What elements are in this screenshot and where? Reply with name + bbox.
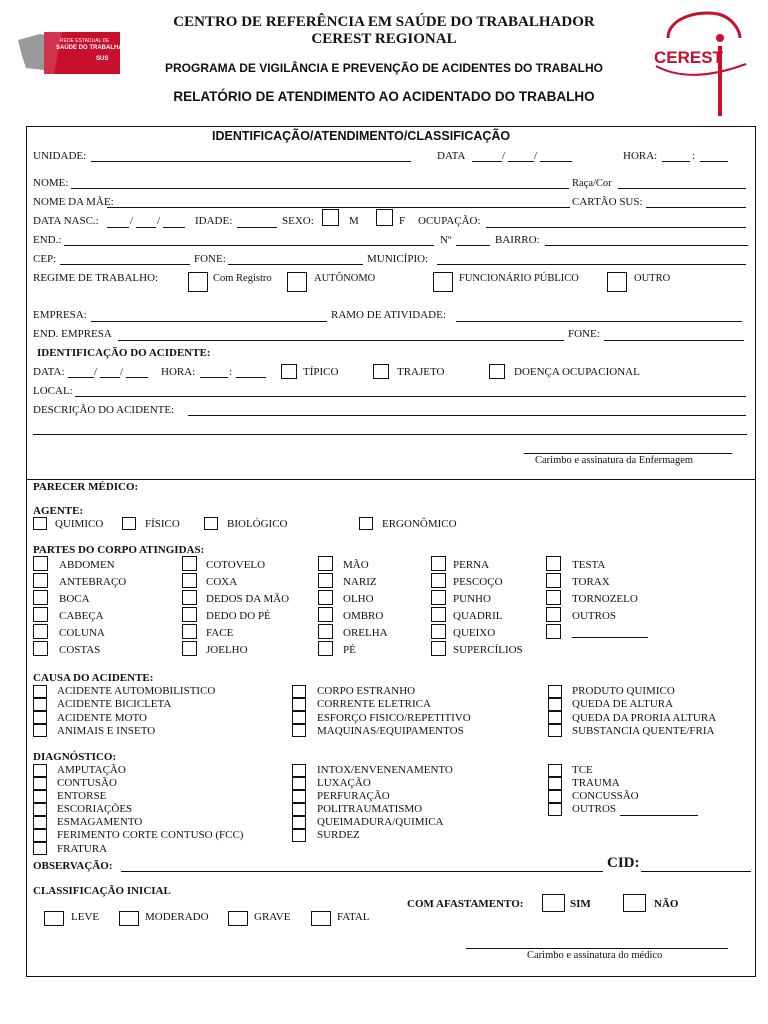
parte-coxa-checkbox[interactable] — [182, 573, 197, 588]
fone-label: FONE: — [194, 253, 226, 265]
causa-automobilistico-checkbox[interactable] — [33, 685, 47, 698]
acidente-title: IDENTIFICAÇÃO DO ACIDENTE: — [37, 347, 211, 359]
causa-maquinas-checkbox[interactable] — [292, 724, 306, 737]
diag-queimadura-label: QUEIMADURA/QUIMICA — [317, 816, 444, 828]
causa-automobilistico-label: ACIDENTE AUTOMOBILISTICO — [57, 685, 216, 697]
causa-corpo-estranho-checkbox[interactable] — [292, 685, 306, 698]
classif-fatal-label: FATAL — [337, 911, 370, 923]
fone-field[interactable] — [228, 264, 363, 265]
acid-sep1: / — [94, 366, 98, 378]
descricao-field[interactable] — [188, 415, 746, 416]
acid-data-label: DATA: — [33, 366, 65, 378]
data-sep2: / — [534, 150, 538, 162]
causa-animais-label: ANIMAIS E INSETO — [57, 725, 156, 737]
header-line1: CENTRO DE REFERÊNCIA EM SAÚDE DO TRABALHADOR — [173, 14, 595, 30]
diag-luxacao-checkbox[interactable] — [292, 777, 306, 790]
diag-politrauma-checkbox[interactable] — [292, 803, 306, 816]
parte-dedo-pe-label: DEDO DO PÉ — [206, 610, 271, 622]
diag-concussao-label: CONCUSSÃO — [572, 790, 639, 802]
agente-fisico-checkbox[interactable] — [122, 517, 136, 530]
hora-h-field[interactable] — [662, 161, 690, 162]
causa-queda-propria-checkbox[interactable] — [548, 711, 562, 724]
nome-mae-field[interactable] — [107, 207, 570, 208]
parte-nariz-checkbox[interactable] — [318, 573, 333, 588]
nasc-day-field[interactable] — [107, 227, 129, 228]
causa-title: CAUSA DO ACIDENTE: — [33, 672, 154, 684]
municipio-field[interactable] — [437, 264, 746, 265]
data-year-field[interactable] — [540, 161, 572, 162]
parte-tornozelo-label: TORNOZELO — [572, 593, 638, 605]
regime-com-registro-checkbox[interactable] — [188, 272, 208, 292]
parte-boca-checkbox[interactable] — [33, 590, 48, 605]
parte-supercilios-checkbox[interactable] — [431, 641, 446, 656]
causa-corrente-checkbox[interactable] — [292, 698, 306, 711]
parte-olho-checkbox[interactable] — [318, 590, 333, 605]
diag-perfuracao-checkbox[interactable] — [292, 790, 306, 803]
agente-biologico-checkbox[interactable] — [204, 517, 218, 530]
descricao-label: DESCRIÇÃO DO ACIDENTE: — [33, 404, 175, 416]
hora-m-field[interactable] — [700, 161, 728, 162]
diag-escoriacoes-label: ESCORIAÇÕES — [57, 803, 133, 815]
diag-politrauma-label: POLITRAUMATISMO — [317, 803, 423, 815]
diag-trauma-label: TRAUMA — [572, 777, 620, 789]
parte-boca-label: BOCA — [59, 593, 90, 605]
trajeto-label: TRAJETO — [397, 366, 445, 378]
partes-title: PARTES DO CORPO ATINGIDAS: — [33, 544, 205, 556]
data-label: DATA — [437, 150, 466, 162]
diag-outros-field[interactable] — [620, 815, 698, 816]
logo-left-text3: SUS — [96, 56, 109, 62]
diag-esmagamento-checkbox[interactable] — [33, 816, 47, 829]
diag-intox-label: INTOX/ENVENENAMENTO — [317, 764, 453, 776]
diag-outros-checkbox[interactable] — [548, 803, 562, 816]
data-month-field[interactable] — [508, 161, 534, 162]
parte-tornozelo-checkbox[interactable] — [546, 590, 561, 605]
end-empresa-field[interactable] — [118, 340, 564, 341]
cartao-sus-label: CARTÃO SUS: — [572, 196, 643, 208]
nasc-year-field[interactable] — [163, 227, 185, 228]
parte-cabeca-checkbox[interactable] — [33, 607, 48, 622]
parte-quadril-label: QUADRIL — [453, 610, 503, 622]
parte-pe-checkbox[interactable] — [318, 641, 333, 656]
nasc-month-field[interactable] — [136, 227, 156, 228]
causa-animais-checkbox[interactable] — [33, 724, 47, 737]
afastamento-nao-label: NÃO — [654, 898, 679, 910]
nome-field[interactable] — [71, 188, 569, 189]
parte-testa-checkbox[interactable] — [546, 556, 561, 571]
agente-fisico-label: FÍSICO — [145, 518, 180, 530]
end-field[interactable] — [64, 245, 434, 246]
acid-hora-label: HORA: — [161, 366, 196, 378]
diag-fratura-label: FRATURA — [57, 843, 108, 855]
parte-pe-label: PÉ — [343, 644, 356, 656]
diag-fcc-checkbox[interactable] — [33, 829, 47, 842]
afastamento-sim-checkbox[interactable] — [542, 894, 565, 912]
causa-corpo-estranho-label: CORPO ESTRANHO — [317, 685, 416, 697]
classif-moderado-label: MODERADO — [145, 911, 209, 923]
regime-autonomo-label: AUTÔNOMO — [314, 273, 376, 284]
cid-field[interactable] — [641, 871, 751, 872]
parte-queixo-checkbox[interactable] — [431, 624, 446, 639]
parte-supercilios-label: SUPERCÍLIOS — [453, 644, 523, 656]
ident-title: IDENTIFICAÇÃO/ATENDIMENTO/CLASSIFICAÇÃO — [212, 129, 511, 143]
parte-joelho-label: JOELHO — [206, 644, 248, 656]
causa-bicicleta-label: ACIDENTE BICICLETA — [57, 698, 172, 710]
ocupacao-field[interactable] — [486, 227, 746, 228]
agente-quimico-label: QUIMICO — [55, 518, 104, 530]
empresa-label: EMPRESA: — [33, 309, 87, 321]
diag-luxacao-label: LUXAÇÃO — [317, 777, 371, 789]
logo-cerest-text: CEREST — [654, 48, 723, 67]
header-line2: CEREST REGIONAL — [311, 31, 457, 47]
causa-corrente-label: CORRENTE ELETRICA — [317, 698, 431, 710]
identification-section — [26, 126, 756, 480]
parte-punho-checkbox[interactable] — [431, 590, 446, 605]
diag-outros-label: OUTROS — [572, 803, 617, 815]
acid-hora-h-field[interactable] — [200, 377, 228, 378]
bairro-field[interactable] — [545, 245, 748, 246]
diag-concussao-checkbox[interactable] — [548, 790, 562, 803]
cid-label: CID: — [607, 855, 640, 871]
nasc-sep1: / — [130, 215, 134, 227]
sexo-m-label: M — [349, 215, 359, 227]
causa-produto-quimico-checkbox[interactable] — [548, 685, 562, 698]
cartao-sus-field[interactable] — [646, 207, 746, 208]
diag-fcc-label: FERIMENTO CORTE CONTUSO (FCC) — [57, 829, 244, 841]
parte-queixo-label: QUEIXO — [453, 627, 496, 639]
municipio-label: MUNICÍPIO: — [367, 253, 429, 265]
nome-mae-label: NOME DA MÃE: — [33, 196, 114, 208]
classif-grave-checkbox[interactable] — [228, 911, 248, 926]
data-day-field[interactable] — [472, 161, 502, 162]
data-nasc-label: DATA NASC.: — [33, 215, 99, 227]
diag-title: DIAGNÓSTICO: — [33, 751, 117, 763]
parte-quadril-checkbox[interactable] — [431, 607, 446, 622]
diag-amputacao-checkbox[interactable] — [33, 764, 47, 777]
parecer-title: PARECER MÉDICO: — [33, 481, 139, 493]
diag-esmagamento-label: ESMAGAMENTO — [57, 816, 143, 828]
local-field[interactable] — [75, 396, 746, 397]
classif-grave-label: GRAVE — [254, 911, 291, 923]
parte-coluna-label: COLUNA — [59, 627, 105, 639]
classif-leve-checkbox[interactable] — [44, 911, 64, 926]
causa-maquinas-label: MAQUINAS/EQUIPAMENTOS — [317, 725, 464, 737]
acid-day-field[interactable] — [68, 377, 94, 378]
parte-ombro-checkbox[interactable] — [318, 607, 333, 622]
report-title: RELATÓRIO DE ATENDIMENTO AO ACIDENTADO DO TRABALHO — [173, 89, 595, 104]
parte-outros-checkbox[interactable] — [546, 607, 561, 622]
unidade-field[interactable] — [91, 161, 411, 162]
logo-cerest — [648, 8, 754, 120]
parte-dedos-mao-checkbox[interactable] — [182, 590, 197, 605]
classif-fatal-checkbox[interactable] — [311, 911, 331, 926]
end-label: END.: — [33, 234, 62, 246]
parte-perna-checkbox[interactable] — [431, 556, 446, 571]
hora-sep: : — [692, 150, 696, 162]
parte-pescoco-checkbox[interactable] — [431, 573, 446, 588]
enfermagem-signature-line[interactable] — [524, 453, 732, 454]
regime-outro-label: OUTRO — [634, 273, 671, 284]
observacao-label: OBSERVAÇÃO: — [33, 860, 113, 872]
parte-outros-field[interactable] — [572, 637, 648, 638]
acid-hora-m-field[interactable] — [236, 377, 266, 378]
cep-label: CEP: — [33, 253, 57, 265]
regime-label: REGIME DE TRABALHO: — [33, 272, 159, 284]
diag-perfuracao-label: PERFURAÇÃO — [317, 790, 390, 802]
classif-moderado-checkbox[interactable] — [119, 911, 139, 926]
unidade-label: UNIDADE: — [33, 150, 87, 162]
local-label: LOCAL: — [33, 385, 73, 397]
diag-escoriacoes-checkbox[interactable] — [33, 803, 47, 816]
idade-label: IDADE: — [195, 215, 233, 227]
acid-sep2: / — [120, 366, 124, 378]
parte-nariz-label: NARIZ — [343, 576, 377, 588]
observacao-field[interactable] — [121, 871, 603, 872]
parte-coluna-checkbox[interactable] — [33, 624, 48, 639]
diag-contusao-checkbox[interactable] — [33, 777, 47, 790]
causa-bicicleta-checkbox[interactable] — [33, 698, 47, 711]
diag-trauma-checkbox[interactable] — [548, 777, 562, 790]
parte-antebraco-label: ANTEBRAÇO — [59, 576, 127, 588]
parte-face-checkbox[interactable] — [182, 624, 197, 639]
fone-empresa-label: FONE: — [568, 328, 600, 340]
causa-queda-altura-label: QUEDA DE ALTURA — [572, 698, 674, 710]
parte-mao-checkbox[interactable] — [318, 556, 333, 571]
agente-ergonomico-label: ERGONÔMICO — [382, 518, 457, 530]
afastamento-label: COM AFASTAMENTO: — [407, 898, 524, 910]
causa-moto-label: ACIDENTE MOTO — [57, 712, 147, 724]
causa-esforco-checkbox[interactable] — [292, 711, 306, 724]
tipico-checkbox[interactable] — [281, 364, 297, 379]
raca-field[interactable] — [618, 188, 746, 189]
causa-substancia-checkbox[interactable] — [548, 724, 562, 737]
causa-esforco-label: ESFORÇO FISICO/REPETITIVO — [317, 712, 471, 724]
diag-contusao-label: CONTUSÃO — [57, 777, 117, 789]
parte-outros-extra-checkbox[interactable] — [546, 624, 561, 639]
sexo-label: SEXO: — [282, 215, 314, 227]
sexo-m-checkbox[interactable] — [322, 209, 339, 226]
diag-tce-label: TCE — [572, 764, 593, 776]
parte-testa-label: TESTA — [572, 559, 606, 571]
idade-field[interactable] — [237, 227, 277, 228]
causa-produto-quimico-label: PRODUTO QUIMICO — [572, 685, 675, 697]
doenca-ocupacional-checkbox[interactable] — [489, 364, 505, 379]
afastamento-sim-label: SIM — [570, 898, 591, 910]
logo-left-text2: SAÚDE DO TRABALHADOR — [56, 45, 136, 51]
classif-title: CLASSIFICAÇÃO INICIAL — [33, 885, 171, 897]
regime-outro-checkbox[interactable] — [607, 272, 627, 292]
diag-amputacao-label: AMPUTAÇÃO — [57, 764, 126, 776]
medico-signature-line[interactable] — [466, 948, 728, 949]
causa-substancia-label: SUBSTANCIA QUENTE/FRIA — [572, 725, 715, 737]
causa-moto-checkbox[interactable] — [33, 711, 47, 724]
nome-label: NOME: — [33, 177, 69, 189]
diag-entorse-checkbox[interactable] — [33, 790, 47, 803]
sexo-f-checkbox[interactable] — [376, 209, 393, 226]
trajeto-checkbox[interactable] — [373, 364, 389, 379]
doenca-ocupacional-label: DOENÇA OCUPACIONAL — [514, 366, 640, 378]
parte-joelho-checkbox[interactable] — [182, 641, 197, 656]
diag-queimadura-checkbox[interactable] — [292, 816, 306, 829]
classif-leve-label: LEVE — [71, 911, 100, 923]
end-empresa-label: END. EMPRESA — [33, 328, 112, 340]
parte-face-label: FACE — [206, 627, 234, 639]
diag-surdez-checkbox[interactable] — [292, 829, 306, 842]
afastamento-nao-checkbox[interactable] — [623, 894, 646, 912]
raca-label: Raça/Cor — [572, 178, 612, 189]
parte-outros-label: OUTROS — [572, 610, 617, 622]
parte-mao-label: MÃO — [343, 559, 369, 571]
carimbo-enfermagem: Carimbo e assinatura da Enfermagem — [535, 455, 694, 466]
agente-ergonomico-checkbox[interactable] — [359, 517, 373, 530]
agente-quimico-checkbox[interactable] — [33, 517, 47, 530]
regime-funcionario-checkbox[interactable] — [433, 272, 453, 292]
numero-field[interactable] — [456, 245, 490, 246]
sexo-f-label: F — [399, 215, 406, 227]
agente-title: AGENTE: — [33, 505, 84, 517]
parte-costas-checkbox[interactable] — [33, 641, 48, 656]
regime-com-registro-label: Com Registro — [213, 273, 272, 284]
regime-autonomo-checkbox[interactable] — [287, 272, 307, 292]
program-title: PROGRAMA DE VIGILÂNCIA E PREVENÇÃO DE ACIDENTES DO TRABALHO — [164, 61, 604, 75]
parte-perna-label: PERNA — [453, 559, 490, 571]
causa-queda-altura-checkbox[interactable] — [548, 698, 562, 711]
acid-year-field[interactable] — [126, 377, 148, 378]
cep-field[interactable] — [60, 264, 190, 265]
parte-dedo-pe-checkbox[interactable] — [182, 607, 197, 622]
ramo-label: RAMO DE ATIVIDADE: — [331, 309, 446, 321]
agente-biologico-label: BIOLÓGICO — [227, 518, 288, 530]
parte-olho-label: OLHO — [343, 593, 374, 605]
parte-abdomen-checkbox[interactable] — [33, 556, 48, 571]
fone-empresa-field[interactable] — [604, 340, 744, 341]
empresa-field[interactable] — [91, 321, 327, 322]
parte-orelha-checkbox[interactable] — [318, 624, 333, 639]
numero-label: Nº — [440, 234, 452, 246]
parte-cotovelo-checkbox[interactable] — [182, 556, 197, 571]
diag-tce-checkbox[interactable] — [548, 764, 562, 777]
carimbo-medico: Carimbo e assinatura do médico — [527, 950, 663, 961]
parte-cotovelo-label: COTOVELO — [206, 559, 266, 571]
logo-left-text1: REDE ESTADUAL DE — [60, 38, 110, 44]
ramo-field[interactable] — [456, 321, 742, 322]
parte-torax-checkbox[interactable] — [546, 573, 561, 588]
parte-pescoco-label: PESCOÇO — [453, 576, 503, 588]
parte-punho-label: PUNHO — [453, 593, 491, 605]
hora-label: HORA: — [623, 150, 658, 162]
nasc-sep2: / — [157, 215, 161, 227]
tipico-label: TÍPICO — [303, 366, 339, 378]
regime-funcionario-label: FUNCIONÁRIO PÚBLICO — [459, 273, 579, 284]
diag-entorse-label: ENTORSE — [57, 790, 107, 802]
parte-antebraco-checkbox[interactable] — [33, 573, 48, 588]
causa-queda-propria-label: QUEDA DA PRORIA ALTURA — [572, 712, 717, 724]
parte-abdomen-label: ABDOMEN — [59, 559, 115, 571]
descricao-field-2[interactable] — [33, 434, 747, 435]
diag-intox-checkbox[interactable] — [292, 764, 306, 777]
acid-month-field[interactable] — [100, 377, 120, 378]
parte-ombro-label: OMBRO — [343, 610, 384, 622]
bairro-label: BAIRRO: — [495, 234, 540, 246]
parte-costas-label: COSTAS — [59, 644, 101, 656]
parte-orelha-label: ORELHA — [343, 627, 388, 639]
diag-fratura-checkbox[interactable] — [33, 842, 47, 855]
parte-cabeca-label: CABEÇA — [59, 610, 104, 622]
parte-dedos-mao-label: DEDOS DA MÃO — [206, 593, 290, 605]
parte-torax-label: TORAX — [572, 576, 610, 588]
diag-surdez-label: SURDEZ — [317, 829, 360, 841]
data-sep1: / — [502, 150, 506, 162]
parte-coxa-label: COXA — [206, 576, 238, 588]
ocupacao-label: OCUPAÇÃO: — [418, 215, 481, 227]
acid-hora-sep: : — [229, 366, 233, 378]
